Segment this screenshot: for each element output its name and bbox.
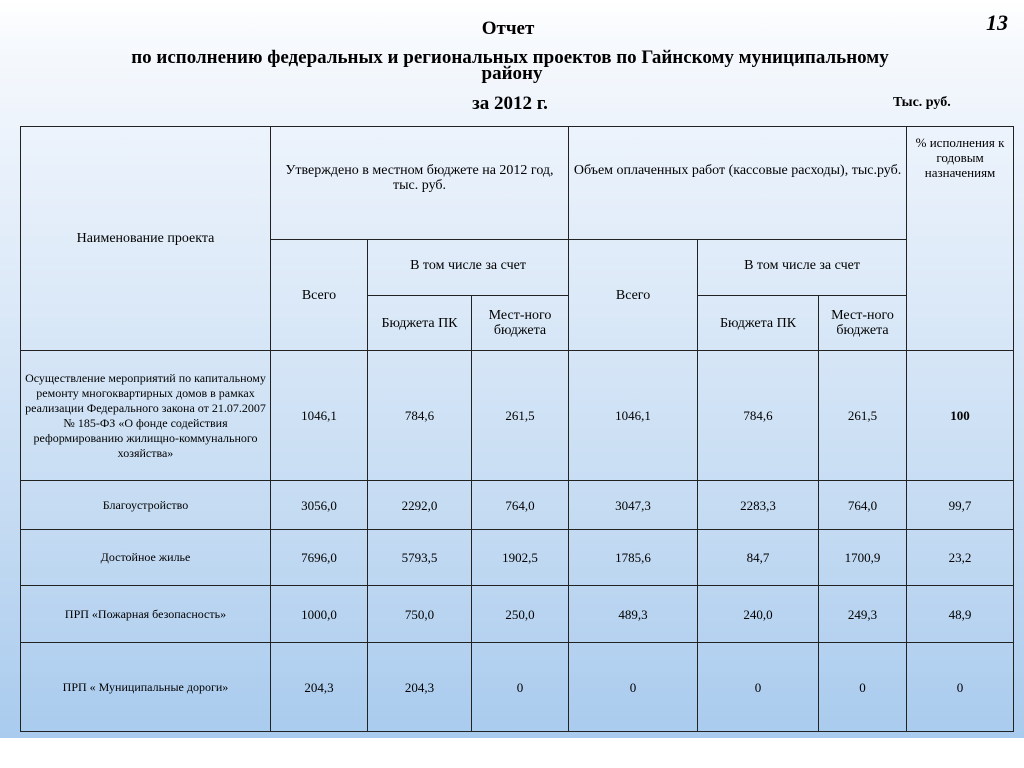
table-row bbox=[21, 643, 1014, 732]
header-paid-local: Мест-ного бюджета bbox=[819, 296, 907, 351]
cell-approved-local: 0 bbox=[472, 643, 569, 732]
table-row bbox=[21, 351, 1014, 481]
table-row bbox=[21, 586, 1014, 643]
title-line-4: за 2012 г. bbox=[472, 93, 548, 114]
title-line-3: району bbox=[481, 63, 543, 84]
cell-paid-pk: 240,0 bbox=[698, 586, 819, 643]
title-line-1: Отчет bbox=[481, 18, 535, 39]
cell-percent: 99,7 bbox=[907, 481, 1014, 530]
title-line-2: по исполнению федеральных и региональных проектов по Гайнскому муниципальному bbox=[131, 47, 889, 68]
cell-approved-pk: 784,6 bbox=[368, 351, 472, 481]
row-project-name: ПРП «Пожарная безопасность» bbox=[21, 586, 271, 643]
cell-paid-local: 0 bbox=[819, 643, 907, 732]
cell-approved-pk: 2292,0 bbox=[368, 481, 472, 530]
cell-approved-pk: 750,0 bbox=[368, 586, 472, 643]
header-row-1 bbox=[21, 127, 1014, 240]
cell-paid-total: 489,3 bbox=[569, 586, 698, 643]
header-paid-including: В том числе за счет bbox=[698, 240, 907, 296]
cell-percent: 23,2 bbox=[907, 530, 1014, 586]
cell-approved-total: 7696,0 bbox=[271, 530, 368, 586]
cell-paid-total: 1785,6 bbox=[569, 530, 698, 586]
table-row bbox=[21, 481, 1014, 530]
cell-approved-pk: 204,3 bbox=[368, 643, 472, 732]
cell-approved-pk: 5793,5 bbox=[368, 530, 472, 586]
cell-percent: 100 bbox=[907, 351, 1014, 481]
header-approved-local: Мест-ного бюджета bbox=[472, 296, 569, 351]
cell-approved-local: 764,0 bbox=[472, 481, 569, 530]
cell-paid-local: 261,5 bbox=[819, 351, 907, 481]
cell-paid-local: 764,0 bbox=[819, 481, 907, 530]
cell-approved-total: 1046,1 bbox=[271, 351, 368, 481]
units-label: Тыс. руб. bbox=[893, 95, 951, 110]
header-approved-budget-pk: Бюджета ПК bbox=[368, 296, 472, 351]
cell-paid-total: 3047,3 bbox=[569, 481, 698, 530]
header-percent: % исполнения к годовым назначениям bbox=[907, 127, 1014, 351]
cell-percent: 0 bbox=[907, 643, 1014, 732]
header-approved: Утверждено в местном бюджете на 2012 год, тыс. руб. bbox=[271, 127, 569, 240]
row-project-name: ПРП « Муниципальные дороги» bbox=[21, 643, 271, 732]
cell-approved-total: 3056,0 bbox=[271, 481, 368, 530]
header-approved-including: В том числе за счет bbox=[368, 240, 569, 296]
header-approved-total: Всего bbox=[271, 240, 368, 351]
cell-paid-pk: 784,6 bbox=[698, 351, 819, 481]
cell-paid-total: 0 bbox=[569, 643, 698, 732]
cell-paid-total: 1046,1 bbox=[569, 351, 698, 481]
cell-percent: 48,9 bbox=[907, 586, 1014, 643]
cell-approved-local: 250,0 bbox=[472, 586, 569, 643]
cell-paid-local: 1700,9 bbox=[819, 530, 907, 586]
header-paid-total: Всего bbox=[569, 240, 698, 351]
cell-approved-local: 1902,5 bbox=[472, 530, 569, 586]
row-project-name: Достойное жилье bbox=[21, 530, 271, 586]
report-table bbox=[20, 126, 1014, 732]
header-project-name: Наименование проекта bbox=[21, 127, 271, 351]
row-project-name: Осуществление мероприятий по капитальному ремонту многоквартирных домов в рамках реализации Федерального закона от 21.07.2007 № 185-ФЗ «О фонде содействия реформированию жилищно-коммунального хозяйства» bbox=[21, 351, 271, 481]
header-paid-budget-pk: Бюджета ПК bbox=[698, 296, 819, 351]
cell-paid-pk: 84,7 bbox=[698, 530, 819, 586]
cell-paid-local: 249,3 bbox=[819, 586, 907, 643]
cell-paid-pk: 2283,3 bbox=[698, 481, 819, 530]
table-row bbox=[21, 530, 1014, 586]
page-number: 13 bbox=[986, 10, 1008, 35]
cell-approved-total: 1000,0 bbox=[271, 586, 368, 643]
header-paid: Объем оплаченных работ (кассовые расходы), тыс.руб. bbox=[569, 127, 907, 240]
cell-approved-total: 204,3 bbox=[271, 643, 368, 732]
cell-approved-local: 261,5 bbox=[472, 351, 569, 481]
cell-paid-pk: 0 bbox=[698, 643, 819, 732]
row-project-name: Благоустройство bbox=[21, 481, 271, 530]
